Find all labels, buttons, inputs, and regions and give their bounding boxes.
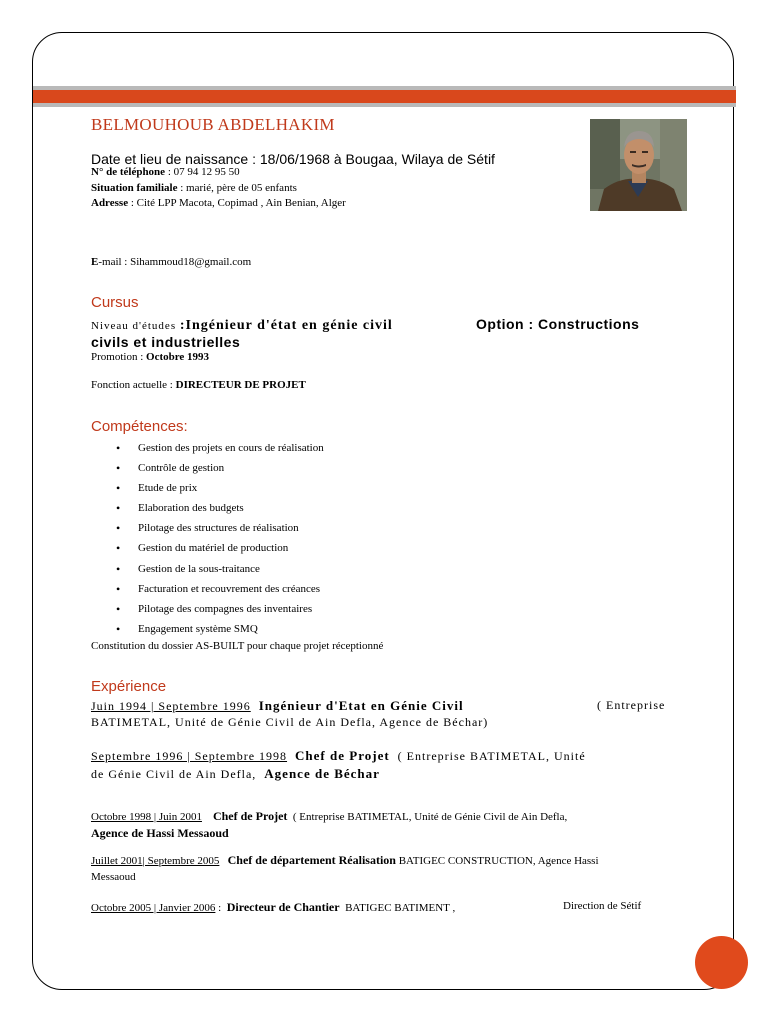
experience-period: Septembre 1996 | Septembre 1998 xyxy=(91,749,288,763)
experience-details: ( Entreprise BATIMETAL, Unité de Génie Civil de Ain Defla, xyxy=(292,811,568,823)
birth-label: Date et lieu de naissance xyxy=(91,151,249,167)
competences-list xyxy=(91,438,324,639)
experience-agency: Agence de Béchar xyxy=(264,766,380,781)
address-line xyxy=(91,197,346,209)
experience-period: Octobre 1998 | Juin 2001 xyxy=(91,811,202,823)
birth-info xyxy=(91,151,495,167)
email-value: -mail : Sihammoud18@gmail.com xyxy=(98,256,252,268)
family-label: Situation familiale xyxy=(91,182,178,194)
address-value: : Cité LPP Macota, Copimad , Ain Benian, Alger xyxy=(128,197,346,209)
education-value: :Ingénieur d'état en génie civil xyxy=(179,318,393,333)
experience-details-cont xyxy=(91,766,380,782)
experience-details: BATIGEC BATIMENT , xyxy=(345,902,456,914)
education-label: Niveau d'études xyxy=(91,320,180,332)
list-item: • Contrôle de gestion xyxy=(138,458,324,478)
candidate-name: BELMOUHOUB ABDELHAKIM xyxy=(91,115,335,134)
email-line xyxy=(91,256,251,268)
education-option: Option : Constructions xyxy=(476,316,640,332)
experience-title: Chef de Projet xyxy=(212,809,288,823)
experience-details-cont: Messaoud xyxy=(91,871,136,883)
experience-title: Chef de Projet xyxy=(295,748,390,763)
experience-title: Ingénieur d'Etat en Génie Civil xyxy=(258,698,464,713)
experience-entry-2 xyxy=(91,748,586,764)
competences-extra: Constitution du dossier AS-BUILT pour chaque projet réceptionné xyxy=(91,640,384,652)
profile-photo xyxy=(590,119,687,211)
list-item: • Elaboration des budgets xyxy=(138,498,324,518)
experience-title: Chef de département Réalisation xyxy=(227,853,396,867)
list-item: • Gestion du matériel de production xyxy=(138,538,324,558)
experience-period: Octobre 2005 | Janvier 2006 xyxy=(91,902,216,914)
list-item: • Etude de prix xyxy=(138,478,324,498)
experience-entry-4 xyxy=(91,853,599,868)
family-value: : marié, père de 05 enfants xyxy=(177,182,297,194)
experience-entry-5: Octobre 2005 | Janvier 2006 : Directeur de Chantier BATIGEC BATIMENT , xyxy=(91,900,456,914)
email-prefix: E xyxy=(91,256,99,268)
experience-period: Juin 1994 | Septembre 1996 xyxy=(91,699,251,713)
current-function xyxy=(91,379,306,391)
header-band-accent xyxy=(33,90,736,103)
experience-period: Juillet 2001| Septembre 2005 xyxy=(91,855,220,867)
cursus-heading: Cursus xyxy=(91,294,139,311)
competences-heading: Compétences: xyxy=(91,418,188,435)
list-item: • Pilotage des compagnes des inventaires xyxy=(138,599,324,619)
phone-value: : 07 94 12 95 50 xyxy=(165,166,240,178)
experience-details-cont: Agence de Hassi Messaoud xyxy=(91,826,229,840)
experience-details: BATIGEC CONSTRUCTION, Agence Hassi xyxy=(395,855,599,867)
function-label: Fonction actuelle : xyxy=(91,379,176,391)
promotion-line xyxy=(91,351,209,363)
list-item: • Engagement système SMQ xyxy=(138,619,324,639)
list-item: • Facturation et recouvrement des créances xyxy=(138,579,324,599)
birth-value: : 18/06/1968 à Bougaa, Wilaya de Sétif xyxy=(252,151,495,167)
education-option-cont: civils et industrielles xyxy=(91,334,241,350)
experience-details: ( Entreprise xyxy=(597,698,666,712)
experience-title: Directeur de Chantier xyxy=(226,900,340,914)
header-band-bottom xyxy=(33,103,736,107)
list-item: • Gestion des projets en cours de réalisation xyxy=(138,438,324,458)
function-value: DIRECTEUR DE PROJET xyxy=(175,379,306,391)
experience-entry-1 xyxy=(91,698,464,714)
experience-heading: Expérience xyxy=(91,678,167,695)
phone-line xyxy=(91,166,240,178)
experience-details-cont: BATIMETAL, Unité de Génie Civil de Ain Defla, Agence de Béchar) xyxy=(91,715,489,729)
experience-entry-3 xyxy=(91,809,567,824)
family-line xyxy=(91,182,297,194)
promotion-value: Octobre 1993 xyxy=(146,351,210,363)
education-level xyxy=(91,316,393,334)
experience-details-unit: de Génie Civil de Ain Defla, xyxy=(91,767,257,781)
phone-label: N° de téléphone xyxy=(91,166,166,178)
experience-details: ( Entreprise BATIMETAL, Unité xyxy=(397,749,586,763)
list-item: • Pilotage des structures de réalisation xyxy=(138,518,324,538)
address-label: Adresse xyxy=(91,197,129,209)
decorative-circle xyxy=(695,936,748,989)
experience-details-cont: Direction de Sétif xyxy=(563,900,642,912)
promotion-label: Promotion : xyxy=(91,351,147,363)
list-item: • Gestion de la sous-traitance xyxy=(138,559,324,579)
